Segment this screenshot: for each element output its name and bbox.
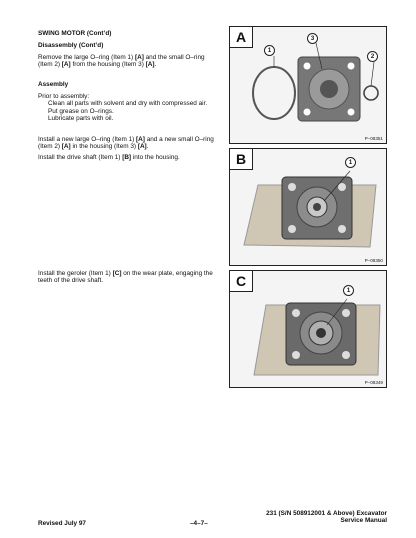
page-number: –4–7– [190,520,208,527]
footer-manual-title [266,510,387,524]
disassembly-heading: Disassembly (Cont’d) [38,42,104,49]
install-orings-paragraph [38,136,214,151]
footer-revision: Revised July 97 [38,520,86,527]
figure-ref: [A] [145,61,155,69]
footer-model: 231 (S/N 508912001 & Above) Excavator [266,510,387,517]
text-run: and a new small O–ring (Item 2) [38,136,214,151]
text-run: Install a new large O–ring (Item 1) [38,136,137,143]
figure-a-photo [230,27,386,143]
disassembly-paragraph [38,54,214,69]
callout: 2 [367,51,378,62]
text-run: . [146,143,149,151]
figure-c [229,270,387,388]
install-geroler-paragraph [38,270,214,285]
prior-label: Prior to assembly: [38,93,90,100]
figure-ref: [A] [134,54,144,61]
text-run: . [154,61,157,69]
prior-step: Put grease on O–rings. [48,107,114,115]
figure-b-photo [230,149,386,265]
callout: 1 [343,285,354,296]
text-run: Install the geroler (Item 1) [38,270,113,277]
figure-ref: [C] [112,270,122,277]
callout: 1 [345,157,356,168]
text-run: Install the drive shaft (Item 1) [38,154,123,161]
figure-letter: C [230,271,253,292]
figure-letter: B [230,149,253,170]
figure-ref: [A] [137,143,147,151]
callout: 3 [307,33,318,44]
footer-manual: Service Manual [340,517,387,524]
text-run: on the wear plate, engaging the teeth of the drive shaft. [38,270,213,285]
figure-letter: A [230,27,253,48]
figure-ref: [B] [122,154,132,161]
photo-number: P–08351 [364,136,383,141]
text-run: from the housing (Item 3) [70,61,146,69]
text-run: Remove the large O–ring (Item 1) [38,54,135,61]
prior-to-assembly [38,93,214,123]
photo-number: P–08349 [364,380,383,385]
text-run: and the small O–ring (Item 2) [38,54,205,69]
text-run: into the housing. [131,154,180,161]
callout: 1 [264,45,275,56]
figure-a [229,26,387,144]
figure-c-photo [230,271,386,387]
prior-step: Clean all parts with solvent and dry with compressed air. [48,100,208,108]
text-run: in the housing (Item 3) [70,143,138,151]
assembly-heading: Assembly [38,81,69,88]
section-title: SWING MOTOR (Cont’d) [38,30,112,37]
figure-b [229,148,387,266]
figure-ref: [A] [136,136,145,143]
figure-ref: [A] [61,143,71,151]
figure-ref: [A] [61,61,71,69]
prior-step: Lubricate parts with oil. [48,115,114,123]
photo-number: P–08350 [364,258,383,263]
install-shaft-paragraph [38,154,214,161]
